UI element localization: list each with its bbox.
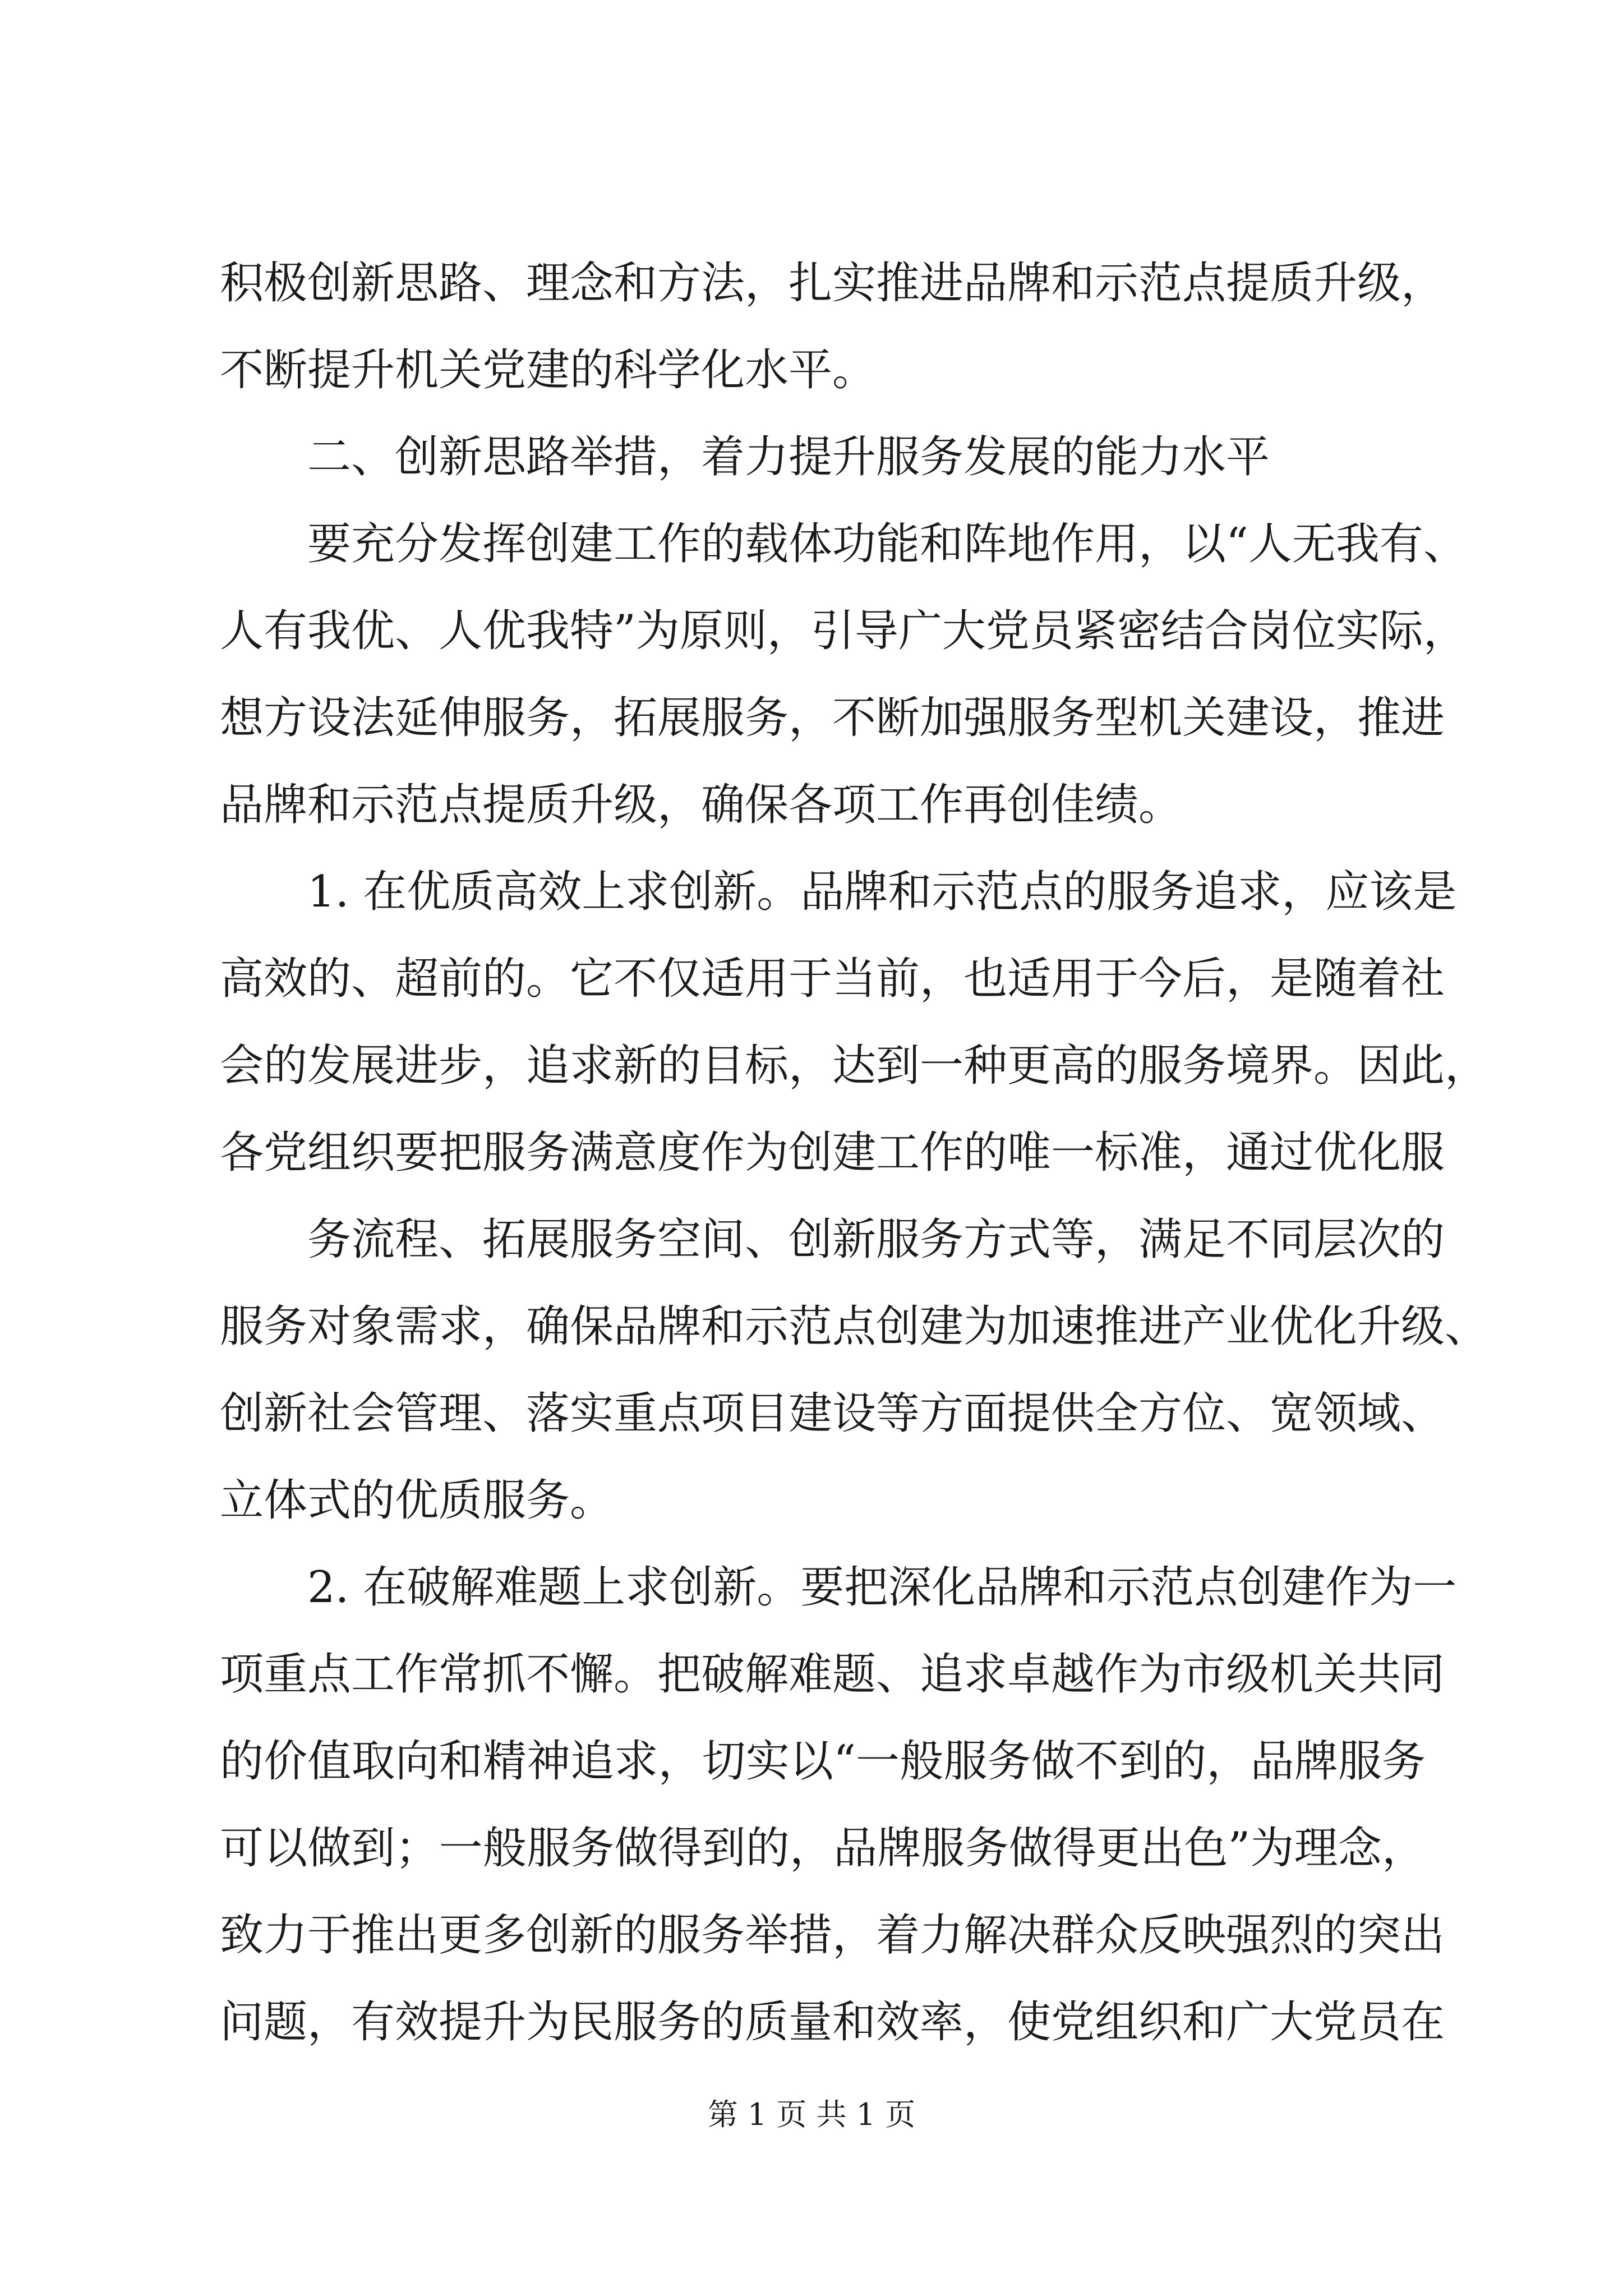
text-line: 会的发展进步，追求新的目标，达到一种更高的服务境界。因此， [220,1041,1489,1091]
text-line: 致力于推出更多创新的服务举措，着力解决群众反映强烈的突出 [220,1910,1445,1961]
text-line: 务流程、拓展服务空间、创新服务方式等，满足不同层次的 [307,1214,1445,1265]
page-footer [0,2095,1623,2134]
section-heading: 二、创新思路举措，着力提升服务发展的能力水平 [307,432,1270,482]
text-line: 不断提升机关党建的科学化水平。 [220,345,877,395]
text-line: 的价值取向和精神追求，切实以“一般服务做不到的，品牌服务 [220,1736,1426,1787]
text-line: 问题，有效提升为民服务的质量和效率，使党组织和广大党员在 [220,1997,1445,2047]
text-line: 可以做到；一般服务做得到的，品牌服务做得更出色”为理念， [220,1823,1426,1874]
text-line: 各党组织要把服务满意度作为创建工作的唯一标准，通过优化服 [220,1128,1445,1178]
text-line: 创新社会管理、落实重点项目建设等方面提供全方位、宽领域、 [220,1388,1445,1439]
page-number: 第 1 页 共 1 页 [707,2097,916,2132]
text-line: 人有我优、人优我特”为原则，引导广大党员紧密结合岗位实际， [220,606,1467,656]
text-line: 高效的、超前的。它不仅适用于当前，也适用于今后，是随着社 [220,954,1445,1004]
text-line: 品牌和示范点提质升级，确保各项工作再创佳绩。 [220,780,1183,830]
text-line: 立体式的优质服务。 [220,1475,614,1526]
text-line: 想方设法延伸服务，拓展服务，不断加强服务型机关建设，推进 [220,693,1445,743]
text-line: 2. 在破解难题上求创新。要把深化品牌和示范点创建作为一 [307,1562,1457,1613]
text-line: 积极创新思路、理念和方法，扎实推进品牌和示范点提质升级， [220,258,1445,309]
text-line: 项重点工作常抓不懈。把破解难题、追求卓越作为市级机关共同 [220,1649,1445,1700]
text-line: 要充分发挥创建工作的载体功能和阵地作用，以“人无我有、 [307,519,1467,569]
text-line: 1. 在优质高效上求创新。品牌和示范点的服务追求，应该是 [307,867,1457,917]
text-line: 服务对象需求，确保品牌和示范点创建为加速推进产业优化升级、 [220,1301,1489,1352]
